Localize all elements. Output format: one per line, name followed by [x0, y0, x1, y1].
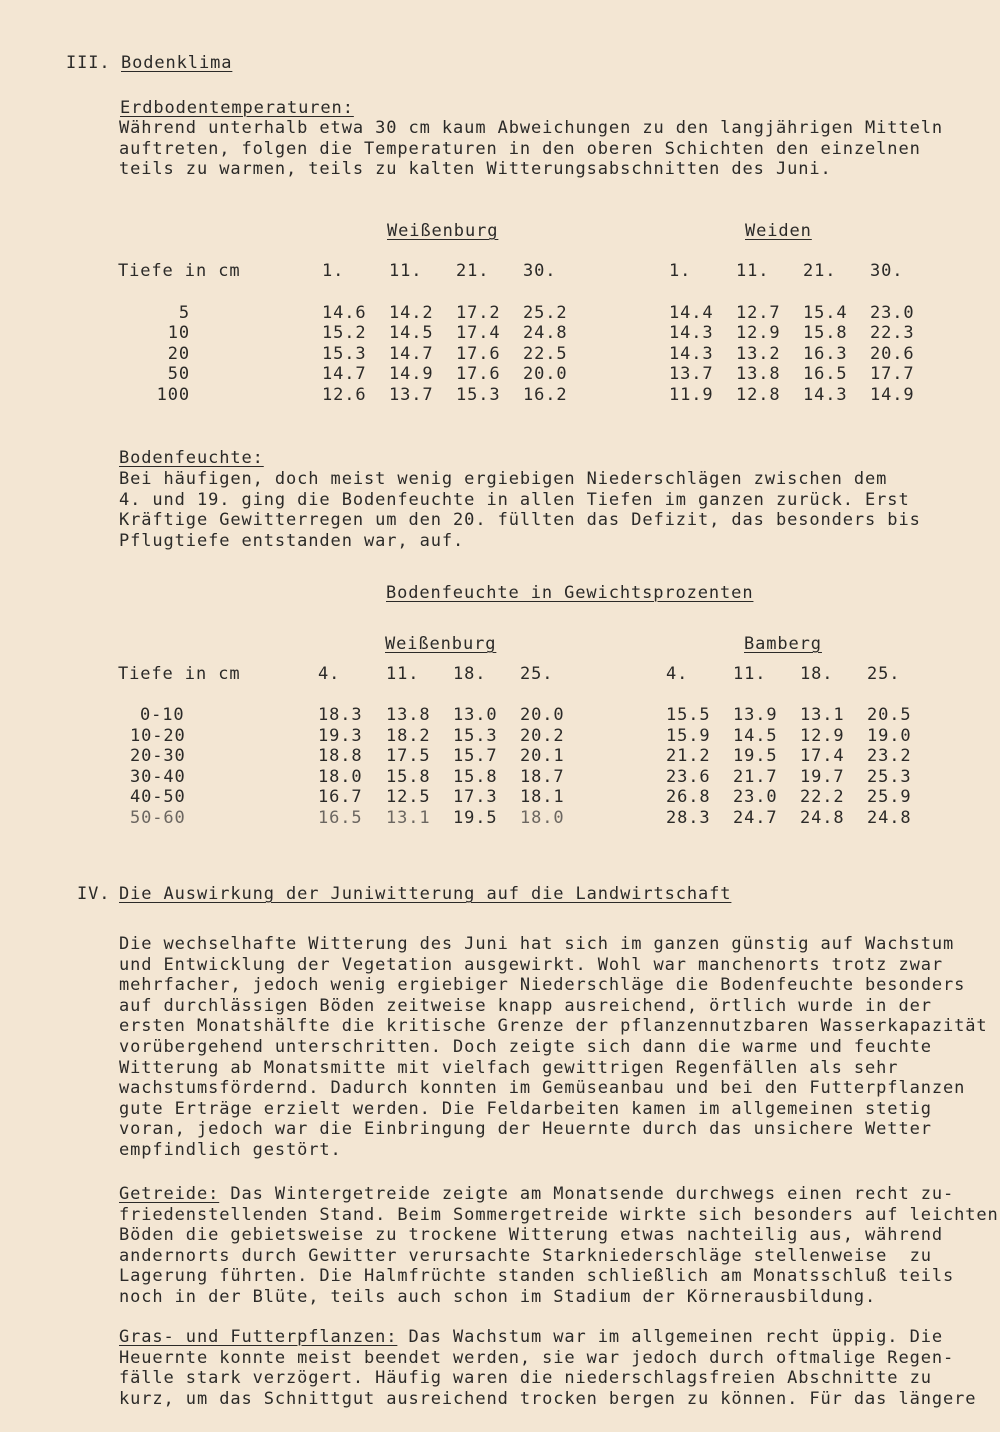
table-row: [118, 726, 937, 747]
text-line: wachstumsfördernd. Dadurch konnten im Gemüseanbau und bei den Futterpflanzen: [119, 1078, 966, 1099]
value-cell: 13.8: [386, 705, 431, 725]
grain-paragraph: [119, 1184, 999, 1308]
value-cell: 18.0: [520, 807, 565, 828]
value-cell: 16.2: [523, 384, 568, 405]
value-cell: 13.7: [669, 364, 714, 384]
soil-moisture-text: [119, 469, 999, 551]
value-cell: 21.7: [733, 766, 778, 787]
value-cell: 16.3: [803, 343, 848, 364]
table-row: [118, 767, 937, 788]
section-3-title: Bodenklima: [121, 53, 233, 73]
text-line: ersten Monatshälfte die kritische Grenze der pflanzennutzbaren Wasserkapazität: [119, 1016, 988, 1037]
text-line: auftreten, folgen die Temperaturen in den oberen Schichten den einzelnen: [119, 138, 921, 159]
depth-cell: 20: [167, 343, 190, 364]
value-cell: 14.5: [733, 725, 778, 746]
text-line: Pflugtiefe entstanden war, auf.: [119, 530, 465, 551]
value-cell: 15.3: [453, 725, 498, 746]
value-cell: 18.7: [520, 766, 565, 787]
text-line: Bei häufigen, doch meist wenig ergiebigen Niederschlägen zwischen dem: [119, 469, 888, 489]
value-cell: 14.2: [389, 302, 434, 323]
value-cell: 23.2: [867, 746, 912, 766]
text-line: Während unterhalb etwa 30 cm kaum Abweichungen zu den langjährigen Mitteln: [119, 118, 943, 138]
value-cell: 14.3: [803, 384, 848, 405]
depth-column-header: Tiefe in cm: [118, 261, 241, 281]
value-cell: 23.0: [870, 302, 915, 323]
text-line: gute Erträge erzielt werden. Die Feldarbeiten kamen im allgemeinen stetig: [119, 1098, 932, 1119]
depth-cell: 30-40: [130, 766, 186, 787]
value-cell: 13.0: [453, 705, 498, 725]
value-cell: 20.6: [870, 343, 915, 364]
soil-moisture-heading: Bodenfeuchte:: [119, 448, 264, 468]
value-cell: 20.0: [523, 364, 568, 384]
depth-cell: 50: [167, 364, 190, 384]
grass-fodder-paragraph: [119, 1327, 999, 1409]
value-cell: 15.3: [456, 384, 501, 405]
value-cell: 25.2: [523, 302, 568, 323]
value-cell: 19.0: [867, 725, 912, 746]
value-cell: 23.6: [666, 766, 711, 787]
day-header: 1.: [669, 261, 692, 281]
value-cell: 16.7: [318, 787, 363, 807]
soil-temperature-table: [118, 261, 940, 405]
value-cell: 17.6: [456, 364, 501, 384]
grass-fodder-heading: Gras- und Futterpflanzen:: [119, 1327, 398, 1347]
day-header: 11.: [733, 664, 767, 684]
value-cell: 15.8: [803, 323, 848, 343]
text-line: andernorts durch Gewitter verursachte Starkniederschläge stellenweise zu: [119, 1245, 932, 1266]
value-cell: 11.9: [669, 384, 714, 405]
depth-cell: 10: [167, 323, 190, 343]
moisture-station-2-label: Bamberg: [744, 634, 822, 654]
day-header: 18.: [800, 664, 834, 684]
table-row: [118, 344, 940, 365]
day-header: 4.: [666, 664, 689, 684]
text-line: teils zu warmen, teils zu kalten Witterungsabschnitten des Juni.: [119, 159, 832, 180]
day-header: 11.: [389, 261, 423, 281]
value-cell: 20.5: [867, 705, 912, 725]
text-line: empfindlich gestört.: [119, 1139, 342, 1160]
value-cell: 12.9: [800, 725, 845, 746]
value-cell: 17.7: [870, 364, 915, 384]
value-cell: 13.7: [389, 384, 434, 405]
text-line: kurz, um das Schnittgut ausreichend trocken bergen zu können. Für das längere: [119, 1388, 977, 1409]
table-header-row: [118, 261, 940, 282]
depth-cell: 50-60: [130, 807, 186, 828]
temp-station-1-label: Weißenburg: [387, 221, 499, 241]
value-cell: 13.1: [800, 705, 845, 725]
soil-temperature-heading: Erdbodentemperaturen:: [120, 98, 354, 118]
value-cell: 20.1: [520, 746, 565, 766]
text-line: Witterung ab Monatsmitte mit vielfach gewittrigen Regenfällen als sehr: [119, 1057, 899, 1078]
table-row: [118, 808, 937, 829]
text-line: Böden die gebietsweise zu trockene Witterung etwas nachteilig aus, während: [119, 1225, 943, 1246]
text-line: Die wechselhafte Witterung des Juni hat sich im ganzen günstig auf Wachstum: [119, 934, 955, 954]
value-cell: 24.8: [867, 807, 912, 828]
value-cell: 16.5: [318, 807, 363, 828]
day-header: 21.: [456, 261, 490, 281]
value-cell: 18.1: [520, 787, 565, 807]
depth-cell: 100: [156, 384, 190, 405]
section-3-numeral: III.: [66, 53, 111, 73]
value-cell: 20.0: [520, 705, 565, 725]
value-cell: 14.7: [389, 343, 434, 364]
agriculture-intro-text: [119, 934, 999, 1161]
table-row: [118, 746, 937, 767]
value-cell: 14.6: [322, 302, 367, 323]
value-cell: 17.5: [386, 746, 431, 766]
value-cell: 24.8: [800, 807, 845, 828]
value-cell: 15.8: [386, 766, 431, 787]
day-header: 1.: [322, 261, 345, 281]
value-cell: 13.1: [386, 807, 431, 828]
value-cell: 20.2: [520, 725, 565, 746]
value-cell: 17.4: [456, 323, 501, 343]
soil-moisture-table: [118, 664, 937, 828]
value-cell: 28.3: [666, 807, 711, 828]
value-cell: 16.5: [803, 364, 848, 384]
depth-column-header: Tiefe in cm: [118, 664, 241, 684]
depth-cell: 0-10: [140, 705, 185, 725]
grain-heading: Getreide:: [119, 1184, 220, 1204]
day-header: 18.: [453, 664, 487, 684]
value-cell: 15.5: [666, 705, 711, 725]
day-header: 21.: [803, 261, 837, 281]
value-cell: 17.4: [800, 746, 845, 766]
text-line: Kräftige Gewitterregen um den 20. füllten das Defizit, das besonders bis: [119, 510, 921, 531]
text-line: noch in der Blüte, teils auch schon im Stadium der Körnerausbildung.: [119, 1286, 877, 1307]
day-header: 30.: [523, 261, 557, 281]
text-line: auf durchlässigen Böden zeitweise knapp ausreichend, örtlich wurde in der: [119, 995, 932, 1016]
text-line: fälle stark verzögert. Häufig waren die niederschlagsfreien Abschnitte zu: [119, 1368, 932, 1389]
temp-station-2-label: Weiden: [745, 221, 812, 241]
value-cell: 15.3: [322, 343, 367, 364]
table-row: [118, 364, 940, 385]
table-header-row: [118, 664, 937, 685]
text-line: voran, jedoch war die Einbringung der Heuernte durch das unsichere Wetter: [119, 1119, 932, 1140]
value-cell: 12.6: [322, 384, 367, 405]
value-cell: 12.7: [736, 302, 781, 323]
section-4-numeral: IV.: [77, 884, 111, 904]
text-line: friedenstellenden Stand. Beim Sommergetreide wirkte sich besonders auf leichten: [119, 1204, 999, 1225]
value-cell: 18.8: [318, 746, 363, 766]
text-line: Lagerung führten. Die Halmfrüchte standen schließlich am Monatsschluß teils: [119, 1266, 955, 1287]
day-header: 25.: [520, 664, 554, 684]
day-header: 11.: [736, 261, 770, 281]
value-cell: 15.4: [803, 302, 848, 323]
table-row: [118, 385, 940, 406]
value-cell: 17.3: [453, 787, 498, 807]
value-cell: 25.9: [867, 787, 912, 807]
text-line: und Entwicklung der Vegetation ausgewirkt. Wohl war manchenorts trotz zwar: [119, 954, 943, 975]
value-cell: 15.8: [453, 766, 498, 787]
value-cell: 19.3: [318, 725, 363, 746]
value-cell: 14.5: [389, 323, 434, 343]
table-row: [118, 323, 940, 344]
day-header: 30.: [870, 261, 904, 281]
value-cell: 22.3: [870, 323, 915, 343]
value-cell: 25.3: [867, 766, 912, 787]
value-cell: 22.2: [800, 787, 845, 807]
value-cell: 13.9: [733, 705, 778, 725]
value-cell: 12.8: [736, 384, 781, 405]
value-cell: 17.6: [456, 343, 501, 364]
value-cell: 17.2: [456, 302, 501, 323]
table-row: [118, 705, 937, 726]
section-4-title: Die Auswirkung der Juniwitterung auf die Landwirtschaft: [119, 884, 732, 904]
value-cell: 13.2: [736, 343, 781, 364]
value-cell: 13.8: [736, 364, 781, 384]
day-header: 11.: [386, 664, 420, 684]
depth-cell: 5: [178, 302, 190, 323]
value-cell: 21.2: [666, 746, 711, 766]
value-cell: 22.5: [523, 343, 568, 364]
day-header: 25.: [867, 664, 901, 684]
value-cell: 12.5: [386, 787, 431, 807]
value-cell: 19.7: [800, 766, 845, 787]
depth-cell: 40-50: [130, 787, 186, 807]
text-line: Heuernte konnte meist beendet werden, sie war jedoch durch oftmalige Regen-: [119, 1347, 955, 1368]
value-cell: 15.7: [453, 746, 498, 766]
moisture-station-1-label: Weißenburg: [385, 634, 497, 654]
value-cell: 18.2: [386, 725, 431, 746]
value-cell: 14.7: [322, 364, 367, 384]
moisture-table-title: Bodenfeuchte in Gewichtsprozenten: [386, 583, 754, 603]
value-cell: 26.8: [666, 787, 711, 807]
table-row: [118, 303, 940, 324]
table-row: [118, 787, 937, 808]
value-cell: 23.0: [733, 787, 778, 807]
depth-cell: 20-30: [130, 746, 186, 766]
value-cell: 14.9: [870, 384, 915, 405]
value-cell: 24.7: [733, 807, 778, 828]
text-line: mehrfacher, jedoch wenig ergiebiger Niederschläge die Bodenfeuchte besonders: [119, 975, 966, 996]
value-cell: 24.8: [523, 323, 568, 343]
value-cell: 19.5: [733, 746, 778, 766]
text-line: vorübergehend unterschritten. Doch zeigte sich dann die warme und feuchte: [119, 1036, 932, 1057]
value-cell: 18.3: [318, 705, 363, 725]
value-cell: 14.4: [669, 302, 714, 323]
value-cell: 14.3: [669, 343, 714, 364]
soil-temperature-text: [119, 118, 999, 180]
value-cell: 19.5: [453, 807, 498, 828]
text-line: 4. und 19. ging die Bodenfeuchte in allen Tiefen im ganzen zurück. Erst: [119, 489, 910, 510]
value-cell: 14.3: [669, 323, 714, 343]
value-cell: 15.2: [322, 323, 367, 343]
text-line: Das Wachstum war im allgemeinen recht üppig. Die: [397, 1327, 943, 1347]
value-cell: 15.9: [666, 725, 711, 746]
value-cell: 18.0: [318, 766, 363, 787]
value-cell: 12.9: [736, 323, 781, 343]
depth-cell: 10-20: [130, 725, 186, 746]
day-header: 4.: [318, 664, 341, 684]
value-cell: 14.9: [389, 364, 434, 384]
text-line: Das Wintergetreide zeigte am Monatsende durchwegs einen recht zu-: [219, 1184, 955, 1204]
